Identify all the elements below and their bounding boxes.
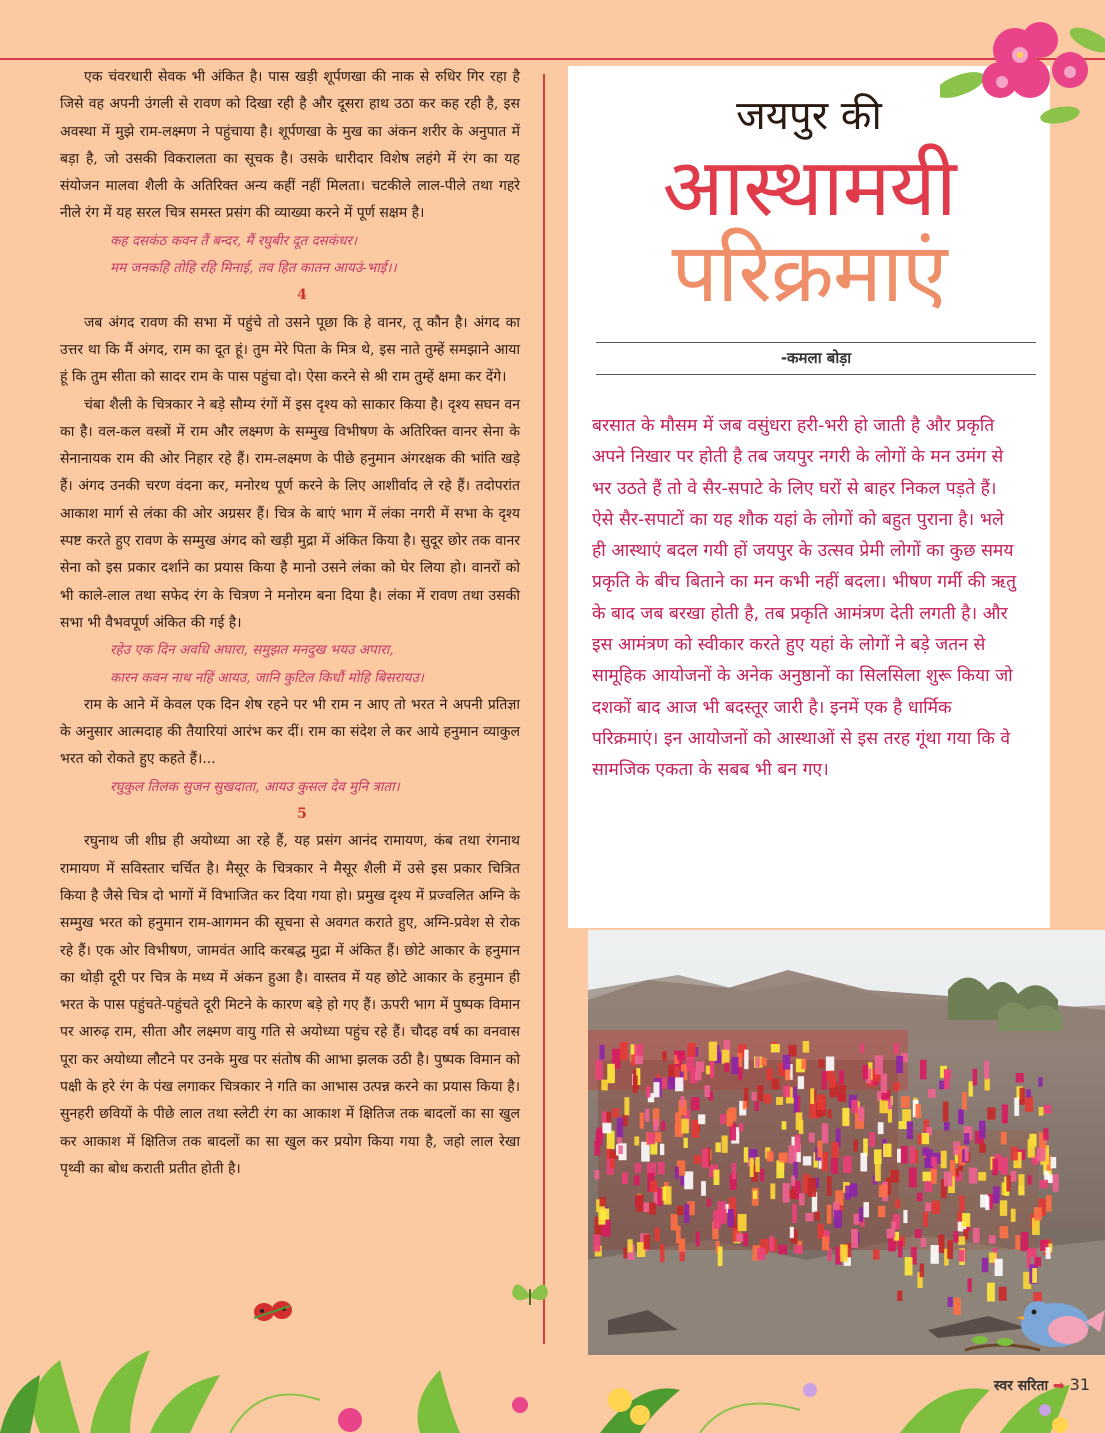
paragraph: चंबा शैली के चित्रकार ने बड़े सौम्य रंगों में इस दृश्य को साकार किया है। दृश्य सघन वन का है। वल-कल वस्त्रों में राम और लक्ष्मण के सम्मुख विभीषण के अतिरिक्त वानर सेना के सेनानायक राम की ओर निहार रहे हैं। राम-लक्ष्मण के पीछे हनुमान अंगरक्षक की भांति खड़े हैं। अंगद उनकी चरण वंदना कर, मनोरथ पूर्ण करने के लिए आशीर्वाद ले रहे हैं। तदोपरांत आकाश मार्ग से लंका की ओर अग्रसर हैं। चित्र के बाएं भाग में लंका नगरी में सभा के दृश्य स्पष्ट करते हुए रावण के सम्मुख अंगद को खड़ी मुद्रा में अंकित किया है। सुदूर छोर तक वानर सेना को इस प्रकार दर्शाने का प्रयास किया है मानो उसने लंका को घेर लिया हो। वानरों को भी काले-लाल तथा सफेद रंग के चित्रण ने मनोरम बना दिया है। लंका में रावण तथा उसकी सभा भी वैभवपूर्ण अंकित की गई है।	[60, 396, 520, 631]
title-panel	[568, 66, 1050, 928]
title-line-3: परिक्रमाएं	[671, 226, 947, 321]
verse-line: कारन कवन नाथ नहिं आयउ, जानि कुटिल किधौं मोहि बिसरायउ।	[110, 669, 424, 686]
ladybug-icon	[250, 1298, 294, 1324]
verse-line: रहेउ एक दिन अवधि अघारा, समुझत मनदुख भयउ अपारा,	[110, 642, 394, 659]
intro-paragraph: बरसात के मौसम में जब वसुंधरा हरी-भरी हो जाती है और प्रकृति अपने निखार पर होती है तब जयपुर नगरी के लोगों के मन उमंग से भर उठते हैं तो वे सैर-सपाटे के लिए घरों से बाहर निकल पड़ते हैं। ऐसे सैर-सपाटों का यह शौक यहां के लोगों को बहुत पुराना है। भले ही आस्थाएं बदल गयी हों जयपुर के उत्सव प्रेमी लोगों का कुछ समय प्रकृति के बीच बिताने का मन कभी नहीं बदला। भीषण गर्मी की ऋतु के बाद जब बरखा होती है, तब प्रकृति आमंत्रण देती लगती है। और इस आमंत्रण को स्वीकार करते हुए यहां के लोगों ने बड़े जतन से सामूहिक आयोजनों के अनेक अनुष्ठानों का सिलसिला शुरू किया जो दशकों बाद आज भी बदस्तूर जारी है। इनमें एक है धार्मिक परिक्रमाएं। इन आयोजनों को आस्थाओं से इस तरह गूंथा गया कि वे सामजिक एकता के सबब भी बन गए।	[592, 416, 1017, 781]
verse-line: रघुकुल तिलक सुजन सुखदाता, आयउ कुसल देव मुनि त्राता।	[110, 778, 400, 795]
arrow-icon: ➡	[1053, 1378, 1065, 1394]
section-number: 5	[297, 806, 307, 823]
section-number: 4	[297, 287, 307, 304]
page-footer	[940, 1375, 1090, 1399]
verse-line: कह दसकंठ कवन तैं बन्दर, मैं रघुबीर दूत दसकंधर।	[110, 232, 358, 249]
flower-icon	[940, 10, 1105, 130]
magazine-name: स्वर सरिता	[993, 1378, 1049, 1394]
butterfly-icon	[510, 1275, 550, 1315]
verse-line: मम जनकहि तोहि रहि मिनाई, तव हित कातन आयउं-भाई।।	[110, 260, 397, 277]
article-left-column	[60, 64, 520, 1183]
paragraph: राम के आने में केवल एक दिन शेष रहने पर भी राम न आए तो भरत ने अपनी प्रतिज्ञा के अनुसार आत्मदाह की तैयारियां आरंभ कर दीं। राम का संदेश ले कर आये हनुमान व्याकुल भरत को रोकते हुए कहते हैं।...	[60, 696, 520, 768]
paragraph: जब अंगद रावण की सभा में पहुंचे तो उसने पूछा कि हे वानर, तू कौन है। अंगद का उत्तर था कि मैं अंगद, राम का दूत हूं। तुम मेरे पिता के मित्र थे, इस नाते तुम्हें समझाने आया हूं कि तुम सीता को सादर राम के पास पहुंचा दो। ऐसा करने से श्री राम तुम्हें क्षमा कर देंगे।	[60, 314, 520, 386]
paragraph: एक चंवरधारी सेवक भी अंकित है। पास खड़ी शूर्पणखा की नाक से रुधिर गिर रहा है जिसे वह अपनी उंगली से रावण को दिखा रही है और दूसरा हाथ उठा कर कह रही है, इस अवस्था में मुझे राम-लक्ष्मण ने पहुंचाया है। शूर्पणखा के मुख का अंकन शरीर के अनुपात में बड़ा है, जो उसकी विकरालता का सूचक है। उसके धारीदार विशेष लहंगे में रंग का यह संयोजन मालवा शैली के अतिरिक्त अन्य कहीं नहीं मिलता। चटकीले लाल-पीले तथा गहरे नीले रंग में यह सरल चित्र समस्त प्रसंग की व्याख्या करने में पूर्ण सक्षम है।	[60, 69, 520, 222]
paragraph: रघुनाथ जी शीघ्र ही अयोध्या आ रहे हैं, यह प्रसंग आनंद रामायण, कंब तथा रंगनाथ रामायण में सविस्तार चर्चित है। मैसूर के चित्रकार ने मैसूर शैली में उसे इस प्रकार चित्रित किया है जैसे चित्र दो भागों में विभाजित कर दिया गया हो। प्रमुख दृश्य में प्रज्वलित अग्नि के सम्मुख भरत को हनुमान राम-आगमन की सूचना से अवगत कराते हुए, अग्नि-प्रवेश से रोक रहे हैं। एक ओर विभीषण, जामवंत आदि करबद्ध मुद्रा में अंकित हैं। छोटे आकार के हनुमान का थोड़ी दूरी पर चित्र के मध्य में अंकन हुआ है। वास्तव में यह छोटे आकार के हनुमान ही भरत के पास पहुंचते-पहुंचते दूरी मिटने के कारण बड़े हो गए हैं। ऊपरी भाग में पुष्पक विमान पर आरुढ़ राम, सीता और लक्ष्मण वायु गति से अयोध्या पहुंच रहे हैं। चौदह वर्ष का वनवास पूरा कर अयोध्या लौटने पर उनके मुख पर संतोष की आभा झलक उठी है। पुष्पक विमान को पक्षी के हरे रंग के पंख लगाकर चित्रकार ने गति का आभास उत्पन्न करने का प्रयास किया है। सुनहरी छवियों के पीछे लाल तथा स्लेटी रंग का आकाश में क्षितिज तक बादलों का सा खुल कर आकाश में क्षितिज तक बादलों का सा खुल कर प्रयोग किया गया है, जहो लाल रेखा पृथ्वी का बोध कराती प्रतीत होती है।	[60, 833, 520, 1177]
title-line-1: जयपुर की	[736, 93, 882, 139]
bird-icon	[960, 1280, 1105, 1370]
byline: -कमला बोड़ा	[780, 349, 852, 367]
title-line-2: आस्थामयी	[662, 141, 956, 234]
byline-rule-bottom	[596, 374, 1036, 375]
column-divider	[543, 74, 545, 1344]
page-number: 31	[1069, 1375, 1090, 1394]
byline-rule-top	[596, 342, 1036, 343]
